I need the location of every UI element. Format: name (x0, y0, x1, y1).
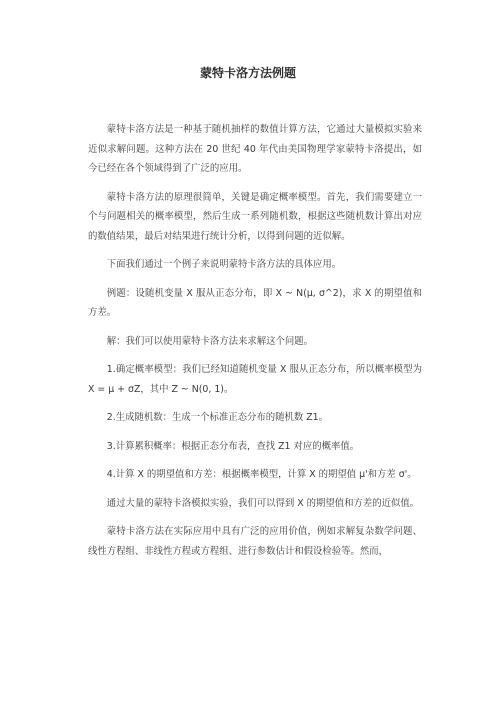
paragraph-step-3: 3.计算累积概率：根据正态分布表，查找 Z1 对应的概率值。 (106, 440, 360, 452)
document-body (88, 120, 422, 570)
document-title: 蒙特卡洛方法例题 (199, 66, 296, 80)
paragraph-solution: 解：我们可以使用蒙特卡洛方法来求解这个问题。 (106, 335, 314, 347)
paragraph-principle: 蒙特卡洛方法的原理很简单，关键是确定概率模型。首先，我们需要建立一个与问题相关的概率模型，然后生成一系列随机数，根据这些随机数计算出对应的数值结果，最后对结果进行统计分析，以得到问题的近似解。 (88, 191, 422, 242)
paragraph-result: 通过大量的蒙特卡洛模拟实验，我们可以得到 X 的期望值和方差的近似值。 (106, 497, 420, 509)
paragraph-applications: 蒙特卡洛方法在实际应用中具有广泛的应用价值，例如求解复杂数学问题、线性方程组、非线性方程或方程组、进行参数估计和假设检验等。然而， (88, 526, 422, 557)
paragraph-intro: 蒙特卡洛方法是一种基于随机抽样的数值计算方法，它通过大量模拟实验来近似求解问题。这种方法在 20 世纪 40 年代由美国物理学家蒙特卡洛提出，如今已经在各个领域得到了广泛的应用。 (88, 124, 422, 174)
paragraph-step-4: 4.计算 X 的期望值和方差：根据概率模型，计算 X 的期望值 μ'和方差 σ'。 (106, 469, 417, 480)
paragraph-step-2: 2.生成随机数：生成一个标准正态分布的随机数 Z1。 (106, 412, 328, 423)
paragraph-step-1: 1.确定概率模型：我们已经知道随机变量 X 服从正态分布，所以概率模型为 X = μ + σZ，其中 Z ~ N(0, 1)。 (88, 364, 422, 395)
paragraph-example-question: 例题：设随机变量 X 服从正态分布，即 X ~ N(μ, σ^2)，求 X 的期望值和方差。 (88, 287, 422, 318)
paragraph-example-intro: 下面我们通过一个例子来说明蒙特卡洛方法的具体应用。 (106, 259, 342, 270)
